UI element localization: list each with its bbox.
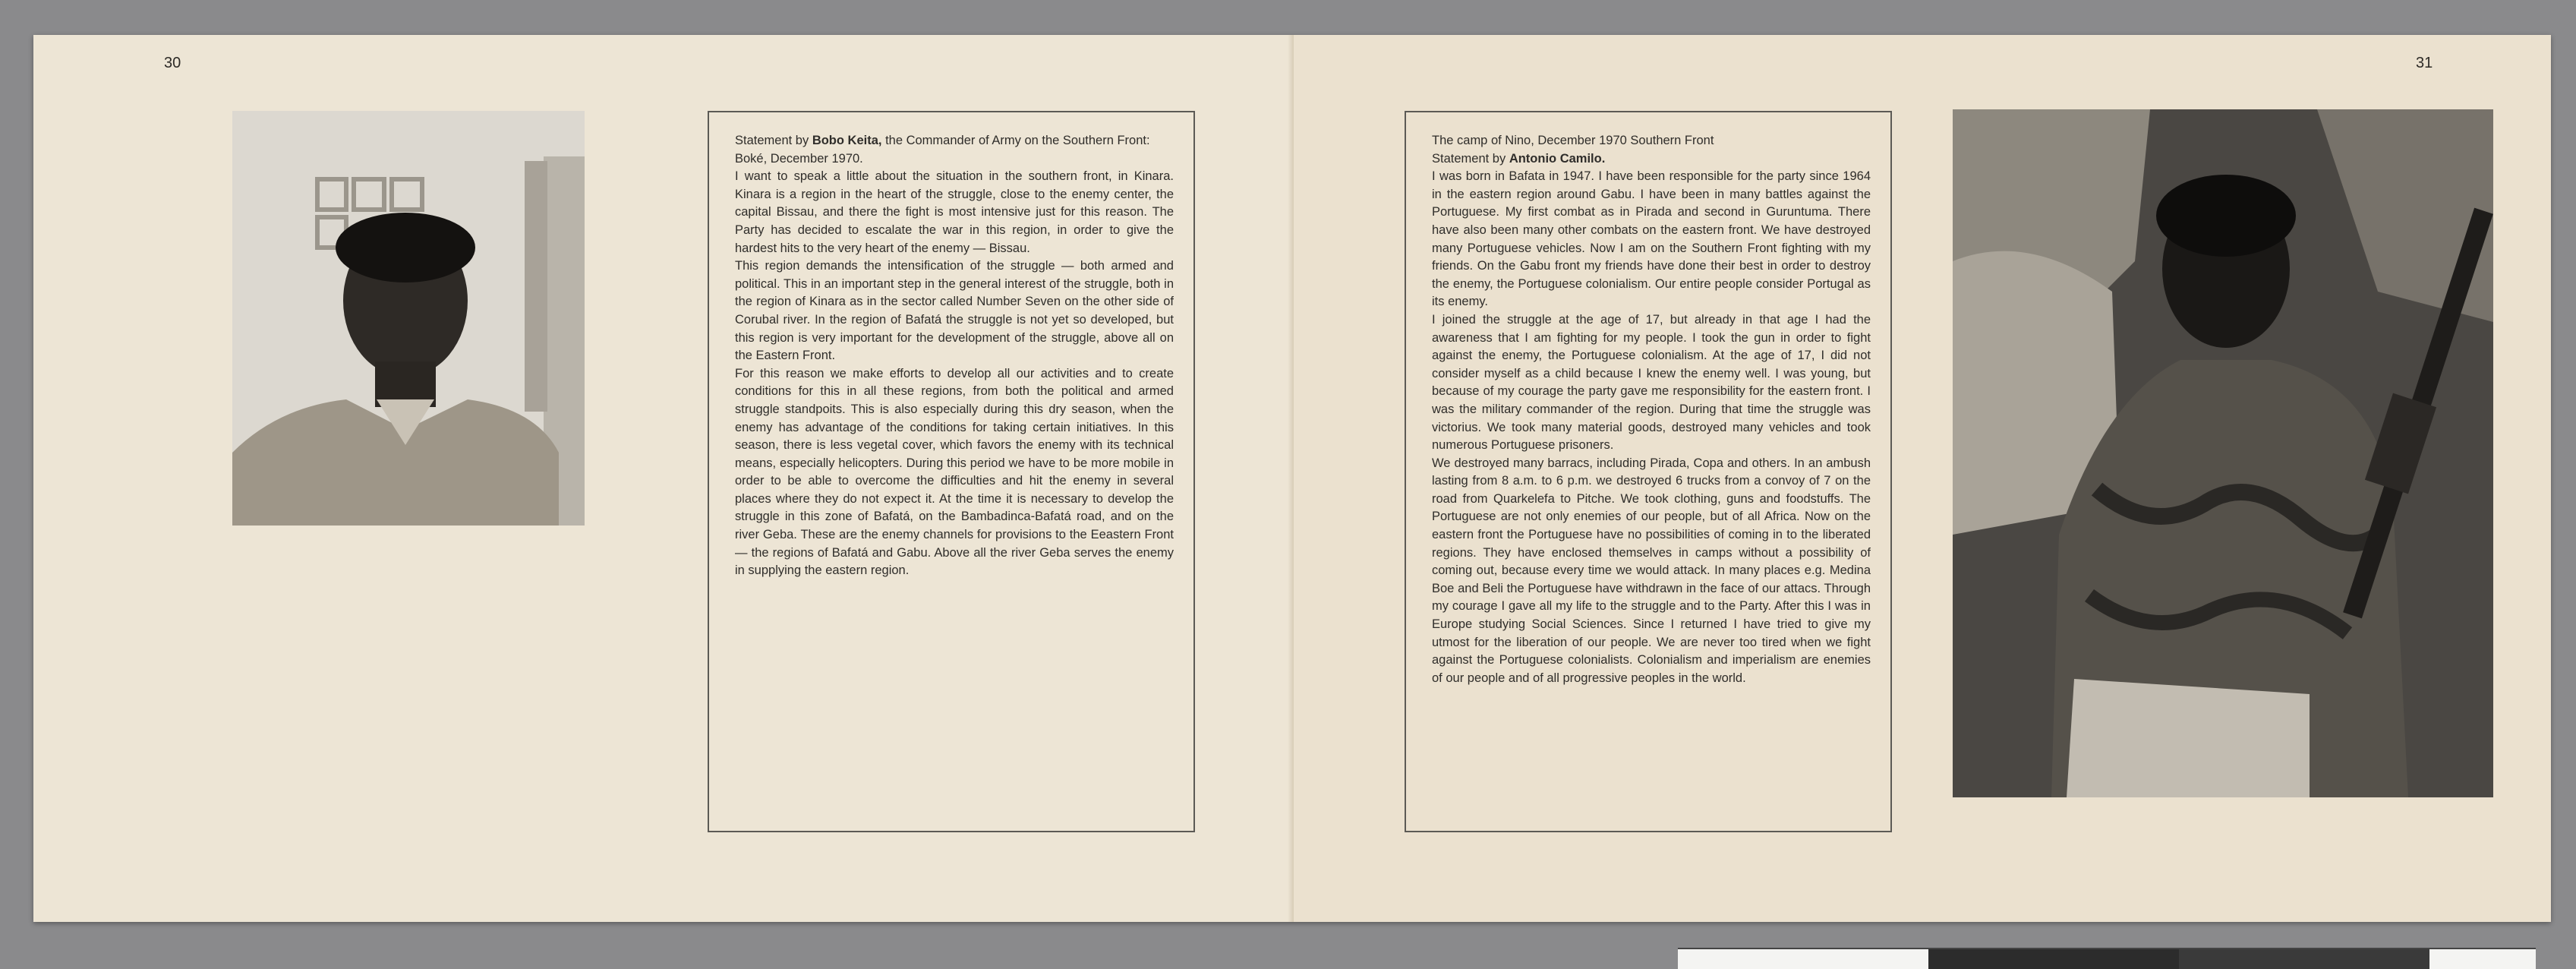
measurement-ruler <box>1678 948 2536 969</box>
ruler-segment <box>1928 949 2179 969</box>
paragraph: This region demands the intensification of the struggle — both armed and political. This in an important step in the general interest of the struggle, both in the region of Kinara as in the sector called Number Seven on the other side of Corubal river. In the region of Bafatá the struggle is not yet so developed, but this region is very important for the development of the struggle, above all on the Eastern Front. <box>735 259 1174 363</box>
speaker-name: Bobo Keita, <box>812 134 882 147</box>
soldier-photo <box>1953 109 2493 797</box>
speaker-name: Antonio Camilo. <box>1509 151 1606 166</box>
paragraph: I was born in Bafata in 1947. I have been responsible for the party since 1964 in the eastern region around Gabu. I have been in many battles against the Portuguese. My first combat as in Pirada and second in Guruntuma. There have also been many other combats on the eastern front. We have destroyed many Portuguese vehicles. Now I am on the Southern Front fighting with my friends. On the Gabu front my friends have done their best in order to destroy the enemy, the Portuguese colonialism. Our entire people consider Portugal as its enemy. <box>1432 169 1871 309</box>
statement-heading: The camp of Nino, December 1970 Southern Front <box>1432 134 1714 147</box>
ruler-segment <box>2179 949 2429 969</box>
intro-suffix: the Commander of Army on the Southern Front: <box>881 134 1150 147</box>
paragraph: For this reason we make efforts to develop all our activities and to create conditions for this in all these regions, from both the political and armed struggle standpoits. This is also especially during this dry season, when the enemy has advantage of the conditions for taking certain initiatives. In this season, there is less vegetal cover, which favors the enemy with its technical means, especially helicopters. During this period we have to be more mobile in order to be able to overcome the difficulties and hit the enemy in several places where they do not expect it. At the time it is necessary to develop the struggle in this zone of Bafatá, on the Bambadinca-Bafatá road, and on the river Geba. These are the enemy channels for provisions to the Eeastern Front — the regions of Bafatá and Gabu. Above all the river Geba serves the enemy in supplying the eastern region. <box>735 366 1174 578</box>
paragraph: I want to speak a little about the situation in the southern front, in Kinara. Kinara is a region in the heart of the struggle, close to the enemy center, the capital Bissau, and there the fight is most intensive just for this reason. The Party has decided to escalate the war in this region, in order to give the hardest hits to the very heart of the enemy — Bissau. <box>735 169 1174 255</box>
open-booklet <box>33 35 2551 922</box>
paragraph: We destroyed many barracs, including Pirada, Copa and others. In an ambush lasting from 8 a.m. to 6 p.m. we destroyed 6 trucks from a convoy of 7 on the road from Quarkelefa to Pitche. We took clothing, guns and foodstuffs. The Portuguese are not only enemies of our people, but of all Africa. Now on the eastern front the Portuguese have no possibilities of coming in to the liberated regions. They have enclosed themselves in camps without a possibility of coming out, because every time we would attack. In many places e.g. Medina Boe and Beli the Portuguese have withdrawn in the face of our attacs. Through my courage I gave all my life to the struggle and to the Party. After this I was in Europe studying Social Sciences. Since I returned I have tried to give my utmost for the liberation of our people. We are never too tired when we fight against the Portuguese colonialists. Colonialism and imperialism are enemies of our people and of all progressive peoples in the world. <box>1432 456 1871 685</box>
statement-box-antonio-camilo <box>1405 111 1892 832</box>
dateline: Boké, December 1970. <box>735 151 863 166</box>
intro-prefix: Statement by <box>735 134 812 147</box>
page-number-left: 30 <box>164 55 181 71</box>
portrait-photo-icon <box>232 111 585 526</box>
right-page <box>1294 35 2551 922</box>
soldier-with-rifle-photo-icon <box>1953 109 2493 797</box>
statement-box-bobo-keita <box>708 111 1195 832</box>
statement-intro <box>1432 150 1871 169</box>
intro-prefix: Statement by <box>1432 151 1509 166</box>
page-number-right: 31 <box>2416 55 2433 71</box>
portrait-photo <box>232 111 585 526</box>
left-page <box>33 35 1294 922</box>
statement-intro <box>735 132 1174 150</box>
paragraph: I joined the struggle at the age of 17, but already in that age I had the awareness that I am fighting for my people. I took the gun in order to fight against the enemy, the Portuguese colonialism. At the age of 17, I did not consider myself as a child because I knew the enemy well. I was young, but because of my courage the party gave me responsibility for the eastern front. I was the military commander of the region. During that time the struggle was victorius. We took many material goods, destroyed many vehicles and took numerous Portuguese prisoners. <box>1432 312 1871 453</box>
